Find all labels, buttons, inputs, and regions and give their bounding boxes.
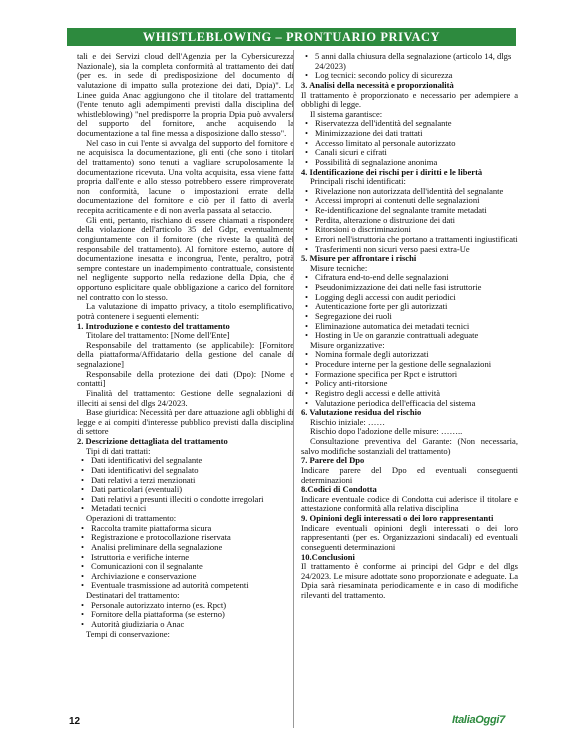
paragraph: Consultazione preventiva del Garante: (Non necessaria, salvo modifiche sostanziali del trattamento) — [301, 436, 518, 456]
section-heading: 2. Descrizione dettagliata del trattamento — [77, 436, 228, 446]
bullet-text: Analisi preliminare della segnalazione — [91, 541, 223, 552]
bullet-icon: • — [305, 185, 308, 196]
section-heading: 9. Opinioni degli interessati o dei loro rappresentanti — [301, 513, 494, 523]
bullet-icon: • — [81, 541, 84, 552]
paragraph: Indicare parere del Dpo ed eventuali conseguenti determinazioni — [301, 464, 518, 485]
bullet-icon: • — [305, 214, 308, 225]
bullet-text: Errori nell'istruttoria che portano a trattamenti ingiustificati — [315, 233, 518, 244]
bullet-text: Formazione specifica per Rpct e istruttori — [315, 368, 458, 379]
bullet-icon: • — [81, 599, 84, 610]
bullet-text: Valutazione periodica dell'efficacia del sistema — [315, 397, 476, 408]
bullet-icon: • — [305, 368, 308, 379]
bullet-icon: • — [305, 224, 308, 235]
bullet-icon: • — [305, 291, 308, 302]
paragraph: La valutazione di impatto privacy, a titolo esemplificativo, potrà contenere i seguenti elementi: — [77, 301, 294, 321]
bullet-icon: • — [305, 128, 308, 138]
bullet-icon: • — [81, 474, 84, 485]
page-number: 12 — [69, 716, 81, 727]
bullet-icon: • — [305, 195, 308, 206]
bullet-text: Cifratura end-to-end delle segnalazioni — [315, 272, 449, 283]
bullet-icon: • — [305, 320, 308, 331]
paragraph: Destinatari del trattamento: — [86, 590, 180, 600]
bullet-text: Registro degli accessi e delle attività — [315, 387, 441, 398]
bullet-text: Accesso limitato al personale autorizzato — [315, 137, 456, 148]
publication-logo: ItaliaOggi7 — [452, 714, 505, 726]
bullet-text: Dati relativi a terzi menzionati — [91, 474, 196, 485]
bullet-text: Dati particolari (eventuali) — [91, 484, 183, 495]
paragraph: Responsabile della protezione dei dati (Dpo): [Nome e contatti] — [77, 368, 294, 389]
bullet-text: Procedure interne per la gestione delle segnalazioni — [315, 359, 492, 369]
bullet-text: Personale autorizzato interno (es. Rpct) — [91, 599, 227, 610]
section-heading: 8.Codici di Condotta — [301, 484, 377, 495]
bullet-text: Autenticazione forte per gli autorizzati — [315, 301, 448, 312]
bullet-text: Metadati tecnici — [91, 503, 147, 514]
bullet-icon: • — [81, 561, 84, 572]
bullet-text: Raccolta tramite piattaforma sicura — [91, 522, 212, 533]
bullet-text: Dati identificativi del segnalante — [91, 455, 203, 466]
paragraph: Rischio iniziale: …… — [310, 416, 386, 427]
bullet-text: Eventuale trasmissione ad autorità competenti — [91, 580, 249, 591]
paragraph: Il sistema garantisce: — [310, 108, 383, 119]
bullet-text: Eliminazione automatica dei metadati tecnici — [315, 320, 470, 331]
bullet-icon: • — [305, 282, 308, 292]
bullet-text: Ritorsioni o discriminazioni — [315, 224, 411, 235]
bullet-icon: • — [81, 455, 84, 466]
bullet-text: Accessi impropri ai contenuti delle segnalazioni — [315, 195, 480, 206]
bullet-text: Pseudonimizzazione dei dati nelle fasi istruttorie — [315, 282, 482, 292]
bullet-text: Canali sicuri e cifrati — [315, 147, 387, 158]
bullet-icon: • — [305, 233, 308, 244]
bullet-text: Archiviazione e conservazione — [91, 570, 197, 581]
bullet-text: Comunicazioni con il segnalante — [91, 561, 203, 572]
section-heading: 3. Analisi della necessità e proporzionalità — [301, 79, 454, 90]
paragraph: Tempi di conservazione: — [86, 628, 170, 639]
section-heading: 7. Parere del Dpo — [301, 455, 365, 466]
bullet-icon: • — [305, 137, 308, 148]
paragraph: Nel caso in cui l'ente si avvalga del supporto del fornitore e ne acquisisca la documentazione, gli enti (che sono i titolari del trattamento) sono tenuti a vagliare scrupolosamente la documentazione ricevuta. Una volta acquisita, essa viene fatta propria dall'ente e allo stesso potrebbero essere rimproverate non conformità, lacune o impostazioni errate della documentazione del fornitore e ciò per il fatto di averla recepita acriticamente e di non averla passata al setaccio. — [77, 137, 294, 215]
section-heading: 5. Misure per affrontare i rischi — [301, 253, 417, 264]
bullet-text: Perdita, alterazione o distruzione dei dati — [315, 214, 456, 225]
paragraph: Tipi di dati trattati: — [86, 445, 151, 456]
bullet-icon: • — [81, 503, 84, 514]
bullet-icon: • — [81, 532, 84, 543]
bullet-icon: • — [305, 387, 308, 398]
paragraph: Responsabile del trattamento (se applicabile): [Fornitore della piattaforma/Affidatario della gestione del canale di segnalazione] — [77, 339, 294, 369]
section-banner: WHISTLEBLOWING – PRONTUARIO PRIVACY — [67, 28, 516, 46]
bullet-icon: • — [305, 359, 308, 369]
left-column — [77, 52, 294, 639]
bullet-icon: • — [81, 522, 84, 533]
bullet-icon: • — [305, 156, 308, 167]
section-heading: 4. Identificazione dei rischi per i diritti e le libertà — [301, 166, 483, 177]
bullet-icon: • — [305, 330, 308, 341]
paragraph: Misure organizzative: — [310, 339, 385, 350]
bullet-text: Dati relativi a presunti illeciti o condotte irregolari — [91, 493, 264, 504]
bullet-icon: • — [305, 349, 308, 360]
bullet-icon: • — [81, 493, 84, 504]
bullet-icon: • — [81, 580, 84, 591]
bullet-text: Nomina formale degli autorizzati — [315, 349, 429, 360]
bullet-text: 5 anni dalla chiusura della segnalazione (articolo 14, dlgs 24/2023) — [315, 51, 512, 71]
bullet-icon: • — [305, 243, 308, 254]
bullet-icon: • — [305, 51, 308, 61]
section-heading: 10.Conclusioni — [301, 551, 355, 562]
column-divider — [293, 50, 294, 728]
bullet-icon: • — [305, 310, 308, 321]
bullet-icon: • — [305, 147, 308, 158]
paragraph: Gli enti, pertanto, rischiano di essere chiamati a rispondere della violazione dell'articolo 35 del Gdpr, eventualmente congiuntamente con il fornitore (che riveste la qualità del responsabile del trattamento). Al fornitore esterno, autore di documentazione inesatta e incongrua, l'ente, peraltro, potrà sempre contestare un inadempimento contrattuale, consistente nel negligente supporto nella redazione della Dpia, che è opportuno esplicitare quale obbligazione a carico del fornitore nel contratto con lo stesso. — [77, 214, 294, 302]
bullet-text: Segregazione dei ruoli — [315, 310, 392, 321]
bullet-text: Autorità giudiziaria o Anac — [91, 618, 185, 629]
bullet-icon: • — [81, 551, 84, 562]
bullet-icon: • — [81, 484, 84, 495]
paragraph: Finalità del trattamento: Gestione delle segnalazioni di illeciti ai sensi del dlgs 24/2023. — [77, 387, 294, 408]
section-heading: 6. Valutazione residua del rischio — [301, 407, 422, 418]
bullet-text: Trasferimenti non sicuri verso paesi extra-Ue — [315, 243, 470, 254]
bullet-icon: • — [81, 570, 84, 581]
bullet-text: Possibilità di segnalazione anonima — [315, 156, 438, 167]
paragraph: Il trattamento è proporzionato e necessario per adempiere a obblighi di legge. — [301, 89, 518, 110]
bullet-text: Log tecnici: secondo policy di sicurezza — [315, 70, 453, 81]
bullet-text: Registrazione e protocollazione riservata — [91, 532, 231, 543]
bullet-icon: • — [81, 464, 84, 475]
bullet-text: Minimizzazione dei dati trattati — [315, 128, 423, 138]
paragraph: Rischio dopo l'adozione delle misure: …….. — [310, 426, 463, 437]
bullet-icon: • — [305, 272, 308, 283]
paragraph: Operazioni di trattamento: — [86, 513, 177, 523]
paragraph: Misure tecniche: — [310, 262, 368, 273]
bullet-icon: • — [305, 397, 308, 408]
paragraph: Indicare eventuale codice di Condotta cui aderisce il titolare e attestazione conformità alla relativa disciplina — [301, 493, 518, 514]
bullet-text: Policy anti-ritorsione — [315, 378, 388, 389]
bullet-text: Hosting in Ue on garanzie contrattuali adeguate — [315, 330, 479, 341]
bullet-text: Istruttoria e verifiche interne — [91, 551, 190, 562]
paragraph: Base giuridica: Necessità per dare attuazione agli obblighi di legge e ai compiti d'interesse pubblico previsti dalla disciplina di settore — [77, 407, 294, 437]
bullet-icon: • — [81, 609, 84, 620]
paragraph: Titolare del trattamento: [Nome dell'Ente] — [86, 330, 230, 341]
bullet-text: Fornitore della piattaforma (se esterno) — [91, 609, 225, 620]
bullet-text: Re-identificazione del segnalante tramite metadati — [315, 205, 487, 215]
paragraph: tali e dei Servizi cloud dell'Agenzia per la Cybersicurezza Nazionale), sia la completa conformità al trattamento dei dati (per es. in sede di predisposizione del documento di valutazione di impatto sulla protezione dei dati, Dpia)". Le Linee guida Anac aggiungono che il titolare del trattamento (l'ente tenuto agli adempimenti previsti dalla disciplina del whistleblowing) "nel predisporre la propria Dpia può avvalersi del supporto del fornitore, anche acquisendo la documentazione a tal fine messa a disposizione dallo stesso". — [77, 51, 294, 138]
bullet-text: Logging degli accessi con audit periodici — [315, 291, 456, 302]
paragraph: Indicare eventuali opinioni degli interessati o dei loro rappresentanti (per es. Organizzazioni sindacali) ed eventuali conseguenti determinazioni — [301, 522, 518, 552]
bullet-icon: • — [305, 378, 308, 389]
paragraph: Il trattamento è conforme ai principi del Gdpr e del dlgs 24/2023. Le misure adottate sono proporzionate e adeguate. La Dpia sarà riesaminata periodicamente e in caso di modifiche rilevanti del trattamento. — [301, 561, 518, 600]
bullet-icon: • — [81, 618, 84, 629]
bullet-text: Rivelazione non autorizzata dell'identità del segnalante — [315, 185, 504, 196]
bullet-icon: • — [305, 118, 308, 129]
bullet-text: Dati identificativi del segnalato — [91, 464, 199, 475]
bullet-icon: • — [305, 301, 308, 312]
bullet-icon: • — [305, 205, 308, 215]
paragraph: Principali rischi identificati: — [310, 176, 406, 187]
section-heading: 1. Introduzione e contesto del trattamento — [77, 320, 230, 331]
bullet-icon: • — [305, 70, 308, 81]
right-column — [301, 52, 518, 601]
bullet-text: Riservatezza dell'identità del segnalante — [315, 118, 452, 129]
bullet-item — [301, 52, 518, 71]
